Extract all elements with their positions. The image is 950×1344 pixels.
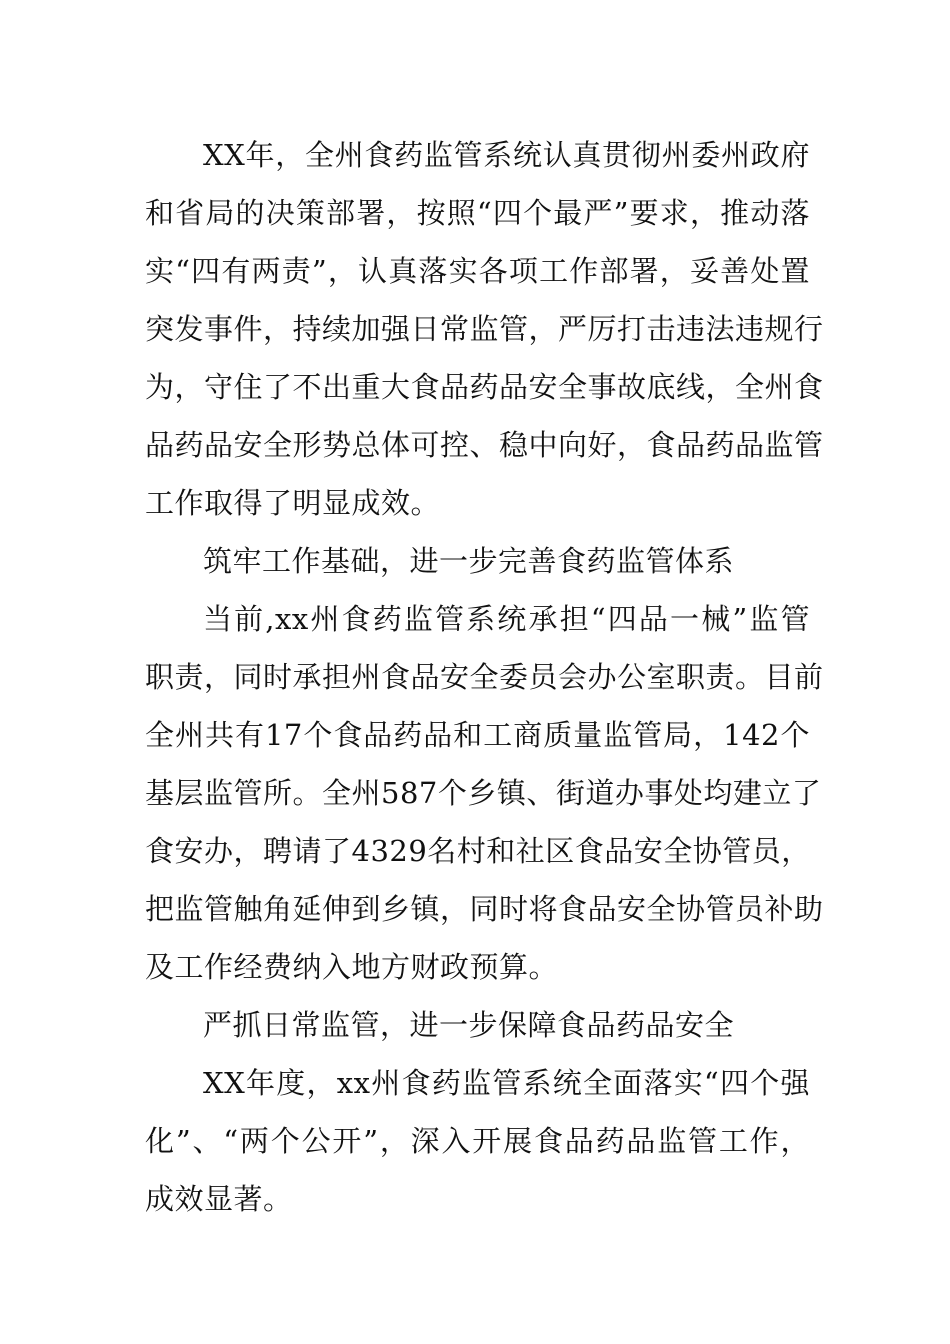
document-body — [145, 126, 824, 1228]
section-heading-1: 筑牢工作基础，进一步完善食药监管体系 — [203, 544, 735, 578]
paragraph-2-line-1: 当前,xx州食药监管系统承担“四品一械”监管 — [203, 602, 810, 636]
paragraph-2-line-6: 把监管触角延伸到乡镇，同时将食品安全协管员补助 — [145, 892, 824, 926]
paragraph-2-line-7: 及工作经费纳入地方财政预算。 — [145, 950, 559, 984]
paragraph-2-line-4: 基层监管所。全州587个乡镇、街道办事处均建立了 — [145, 776, 822, 810]
paragraph-1-line-7: 工作取得了明显成效。 — [145, 486, 441, 520]
paragraph-2-line-3: 全州共有17个食品药品和工商质量监管局，142个 — [145, 718, 810, 752]
paragraph-3-line-2: 化”、“两个公开”，深入开展食品药品监管工作， — [145, 1124, 810, 1158]
paragraph-1-line-6: 品药品安全形势总体可控、稳中向好，食品药品监管 — [145, 428, 824, 462]
paragraph-3-line-3: 成效显著。 — [145, 1182, 293, 1216]
paragraph-1-line-3: 实“四有两责”，认真落实各项工作部署，妥善处置 — [145, 254, 810, 288]
paragraph-1-line-4: 突发事件，持续加强日常监管，严厉打击违法违规行 — [145, 312, 824, 346]
paragraph-1-line-5: 为，守住了不出重大食品药品安全事故底线，全州食 — [145, 370, 824, 404]
paragraph-2-line-2: 职责，同时承担州食品安全委员会办公室职责。目前 — [145, 660, 824, 694]
paragraph-1-line-1: XX年，全州食药监管系统认真贯彻州委州政府 — [203, 138, 810, 172]
paragraph-2-line-5: 食安办，聘请了4329名村和社区食品安全协管员， — [145, 834, 811, 868]
section-heading-2: 严抓日常监管，进一步保障食品药品安全 — [203, 1008, 735, 1042]
paragraph-1-line-2: 和省局的决策部署，按照“四个最严”要求，推动落 — [145, 196, 810, 230]
paragraph-3-line-1: XX年度，xx州食药监管系统全面落实“四个强 — [203, 1066, 810, 1100]
